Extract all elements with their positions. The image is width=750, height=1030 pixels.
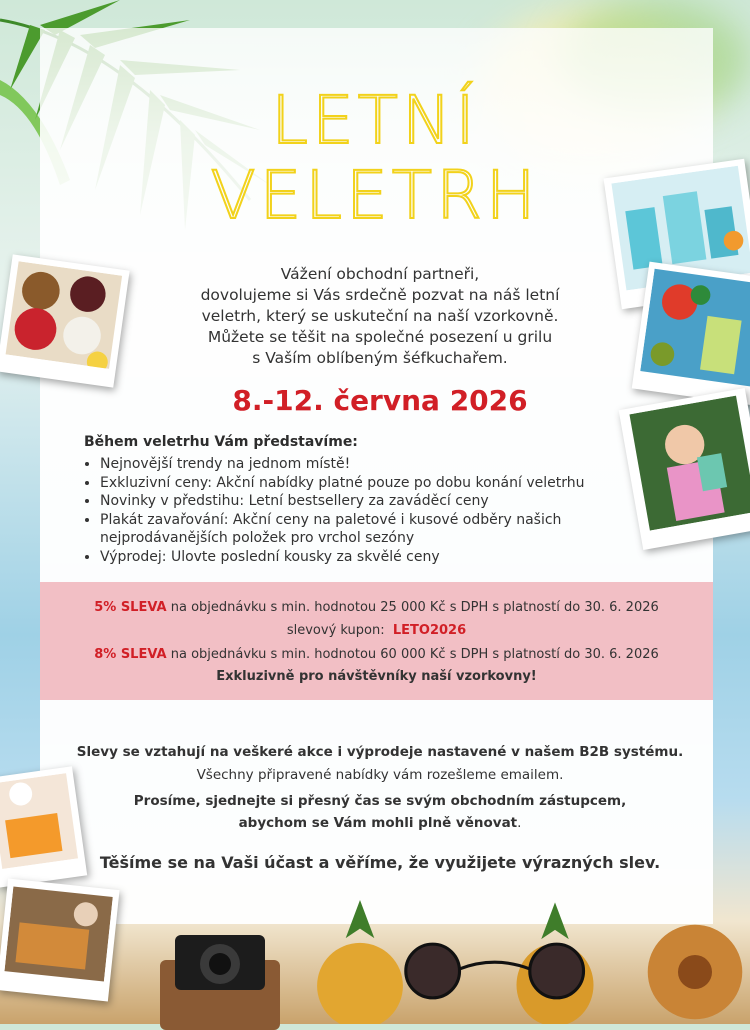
sunglasses-decoration — [380, 940, 630, 1002]
photo-food-bowls — [0, 254, 130, 387]
footer-line-4-period: . — [517, 815, 522, 831]
intro-text — [150, 264, 610, 369]
camera-decoration — [150, 920, 290, 1030]
coupon-line — [40, 623, 713, 638]
photo-flower-drink — [632, 262, 750, 407]
footer-line-1: Slevy se vztahují na veškeré akce i výprodeje nastavené v našem B2B systému. — [76, 744, 684, 760]
food-bowls-image — [5, 261, 123, 369]
coupon-label: slevový kupon: — [286, 623, 385, 638]
intro-line: Vážení obchodní partneři, — [280, 265, 480, 283]
coupon-code: LETO2026 — [392, 623, 467, 638]
offer-1-text: na objednávku s min. hodnotou 25 000 Kč s DPH s platností do 30. 6. 2026 — [166, 600, 659, 615]
flower-decoration — [640, 920, 750, 1024]
photo-ice-lollies — [0, 766, 87, 887]
list-item: • Plakát zavařování: Akční ceny na paletové i kusové odběry našich nejprodávanějších položek pro vrchol sezóny — [100, 511, 660, 548]
photo-child-eating — [619, 388, 750, 550]
promo-exclusive: Exkluzivně pro návštěvníky naší vzorkovny! — [216, 669, 537, 684]
intro-line: dovolujeme si Vás srdečně pozvat na náš letní — [200, 286, 560, 304]
promo-offer-2 — [40, 647, 713, 662]
footer-line-4 — [40, 815, 720, 831]
flower-drink-image — [640, 268, 750, 387]
footer-line-4-text: abychom se Vám mohli plně věnovat — [238, 815, 518, 831]
list-item: • Exkluzivní ceny: Akční nabídky platné pouze po dobu konání veletrhu — [100, 474, 660, 493]
list-heading: Během veletrhu Vám představíme: — [84, 434, 358, 450]
offer-2-highlight: 8% SLEVA — [94, 647, 167, 662]
closing-text: Těšíme se na Vaši účast a věříme, že využijete výrazných slev. — [99, 853, 661, 872]
intro-line: veletrh, který se uskuteční na naší vzorkovně. — [201, 307, 559, 325]
list-item: • Výprodej: Ulovte poslední kousky za skvělé ceny — [100, 548, 660, 567]
list-item: • Nejnovější trendy na jednom místě! — [100, 455, 660, 474]
intro-line: Můžete se těšit na společné posezení u grilu — [207, 328, 553, 346]
footer-line-2: Všechny připravené nabídky vám rozešleme emailem. — [196, 767, 564, 783]
page-title-line1: LETNÍ — [271, 82, 479, 159]
intro-line: s Vaším oblíbeným šéfkuchařem. — [252, 349, 508, 367]
child-image — [626, 395, 750, 531]
event-date: 8.-12. června 2026 — [232, 384, 528, 417]
grill-food-image — [4, 885, 113, 983]
footer-line-3: Prosíme, sjednejte si přesný čas se svým obchodním zástupcem, — [133, 793, 627, 809]
page-title-line2: VELETRH — [210, 157, 540, 234]
list-item: • Novinky v předstihu: Letní bestsellery za zaváděcí ceny — [100, 492, 660, 511]
offer-2-text: na objednávku s min. hodnotou 60 000 Kč s DPH s platností do 30. 6. 2026 — [166, 647, 659, 662]
offer-1-highlight: 5% SLEVA — [94, 600, 167, 615]
feature-list — [80, 455, 660, 566]
photo-grill-food — [0, 878, 120, 1001]
promo-offer-1 — [40, 600, 713, 615]
ice-lollies-image — [0, 773, 79, 869]
